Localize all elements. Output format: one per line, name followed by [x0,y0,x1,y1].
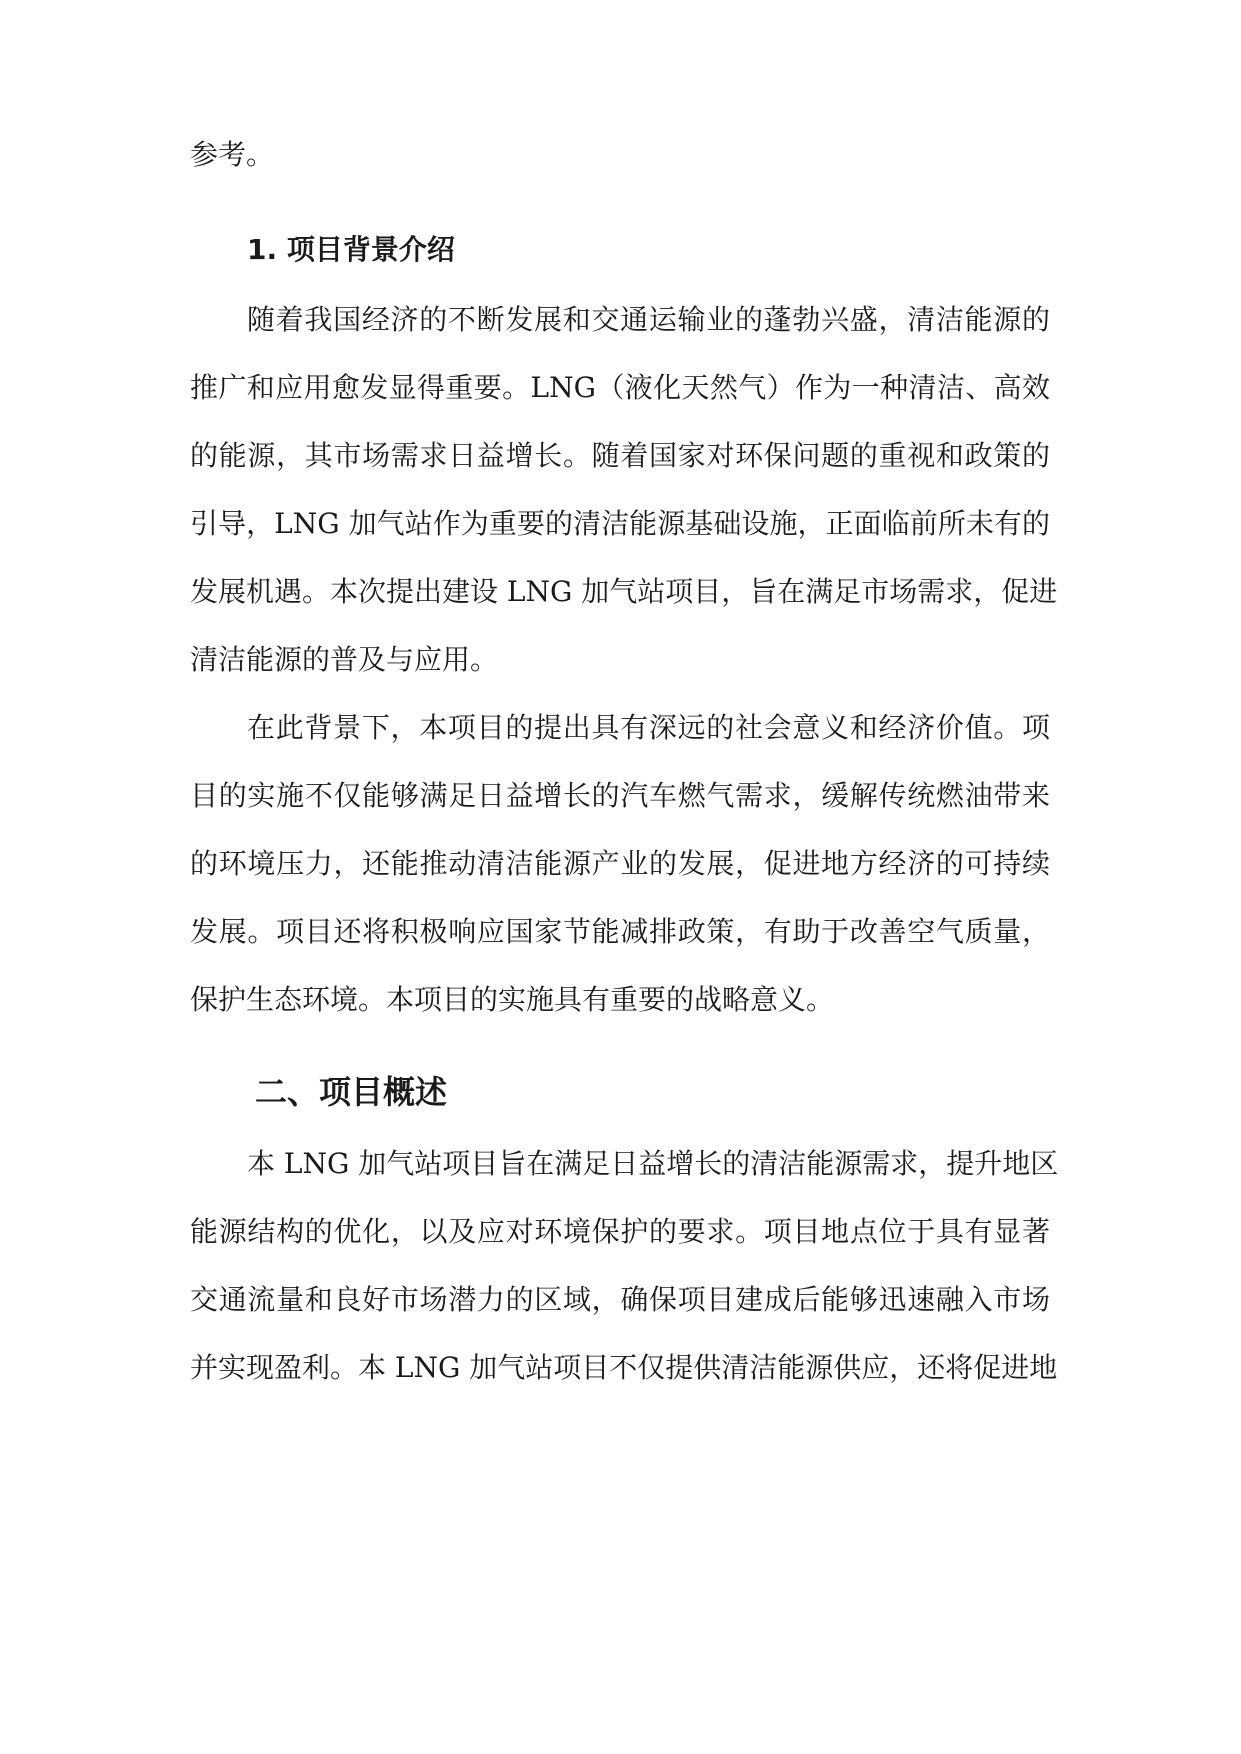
paragraph-line: 清洁能源的普及与应用。 [190,643,499,676]
paragraph-line: 能源结构的优化，以及应对环境保护的要求。项目地点位于具有显著 [190,1215,1050,1248]
section-1-heading: 1. 项目背景介绍 [247,233,455,266]
paragraph-line: 的环境压力，还能推动清洁能源产业的发展，促进地方经济的可持续 [190,847,1050,880]
section-2-heading: 二、项目概述 [255,1073,448,1111]
paragraph-line: 在此背景下，本项目的提出具有深远的社会意义和经济价值。项 [247,711,1050,744]
paragraph-line: 随着我国经济的不断发展和交通运输业的蓬勃兴盛，清洁能源的 [247,303,1050,336]
paragraph-line: 的能源，其市场需求日益增长。随着国家对环保问题的重视和政策的 [190,439,1050,472]
paragraph-line: 并实现盈利。本 LNG 加气站项目不仅提供清洁能源供应，还将促进地 [190,1351,1058,1384]
paragraph-line: 本 LNG 加气站项目旨在满足日益增长的清洁能源需求，提升地区 [247,1147,1059,1180]
paragraph-line: 目的实施不仅能够满足日益增长的汽车燃气需求，缓解传统燃油带来 [190,779,1050,812]
paragraph-line: 交通流量和良好市场潜力的区域，确保项目建成后能够迅速融入市场 [190,1283,1050,1316]
paragraph-line: 保护生态环境。本项目的实施具有重要的战略意义。 [190,983,835,1016]
paragraph-line: 推广和应用愈发显得重要。LNG（液化天然气）作为一种清洁、高效 [190,371,1050,404]
paragraph-line: 发展机遇。本次提出建设 LNG 加气站项目，旨在满足市场需求，促进 [190,575,1058,608]
intro-tail-text: 参考。 [190,138,275,171]
paragraph-line: 发展。项目还将积极响应国家节能减排政策，有助于改善空气质量， [190,915,1050,948]
paragraph-line: 引导，LNG 加气站作为重要的清洁能源基础设施，正面临前所未有的 [190,507,1050,540]
